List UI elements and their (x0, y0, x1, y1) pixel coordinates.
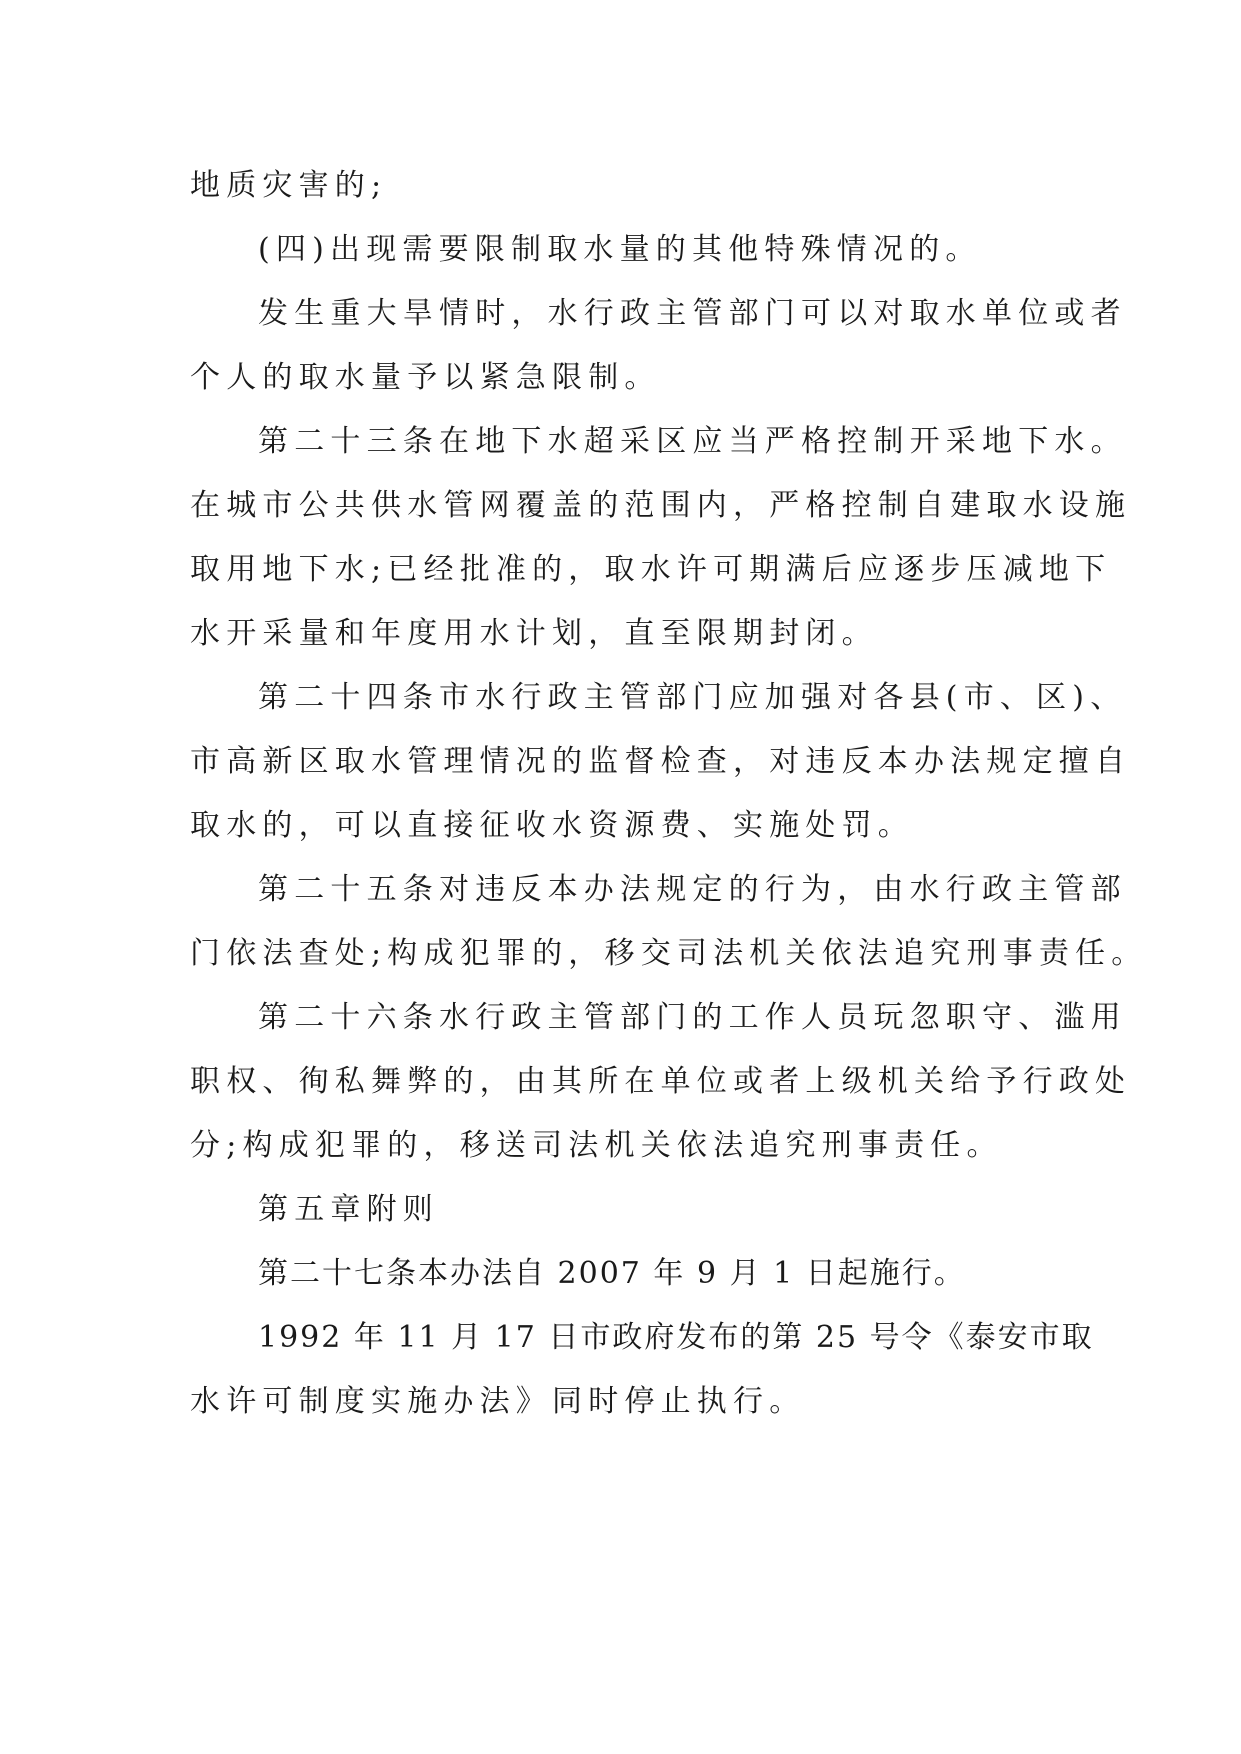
document-body (190, 154, 1148, 1434)
text-line: 水许可制度实施办法》同时停止执行。 (190, 1384, 806, 1419)
text-line: 水开采量和年度用水计划，直至限期封闭。 (190, 616, 878, 651)
text-line: 在城市公共供水管网覆盖的范围内，严格控制自建取水设施 (190, 488, 1132, 523)
text-line: 取用地下水;已经批准的，取水许可期满后应逐步压减地下 (190, 552, 1112, 587)
text-line: 市高新区取水管理情况的监督检查，对违反本办法规定擅自 (190, 744, 1132, 779)
text-line: 发生重大旱情时，水行政主管部门可以对取水单位或者 (258, 296, 1127, 331)
text-line: 门依法查处;构成犯罪的，移交司法机关依法追究刑事责任。 (190, 936, 1148, 971)
text-line: 第二十三条在地下水超采区应当严格控制开采地下水。 (258, 424, 1127, 459)
text-line: 地质灾害的; (190, 168, 388, 203)
text-line: 分;构成犯罪的，移送司法机关依法追究刑事责任。 (190, 1128, 1003, 1163)
text-line: 个人的取水量予以紧急限制。 (190, 360, 661, 395)
text-line: 1992 年 11 月 17 日市政府发布的第 25 号令《泰安市取 (258, 1320, 1094, 1355)
text-line: 第二十四条市水行政主管部门应加强对各县(市、区)、 (258, 680, 1127, 715)
text-line: 第二十七条本办法自 2007 年 9 月 1 日起施行。 (258, 1256, 966, 1291)
text-line: 职权、徇私舞弊的，由其所在单位或者上级机关给予行政处 (190, 1064, 1132, 1099)
text-line: 第二十六条水行政主管部门的工作人员玩忽职守、滥用 (258, 1000, 1127, 1035)
text-line: 第二十五条对违反本办法规定的行为，由水行政主管部 (258, 872, 1127, 907)
text-line: 取水的，可以直接征收水资源费、实施处罚。 (190, 808, 914, 843)
chapter-heading: 第五章附则 (258, 1192, 439, 1227)
text-line: (四)出现需要限制取水量的其他特殊情况的。 (258, 232, 982, 267)
